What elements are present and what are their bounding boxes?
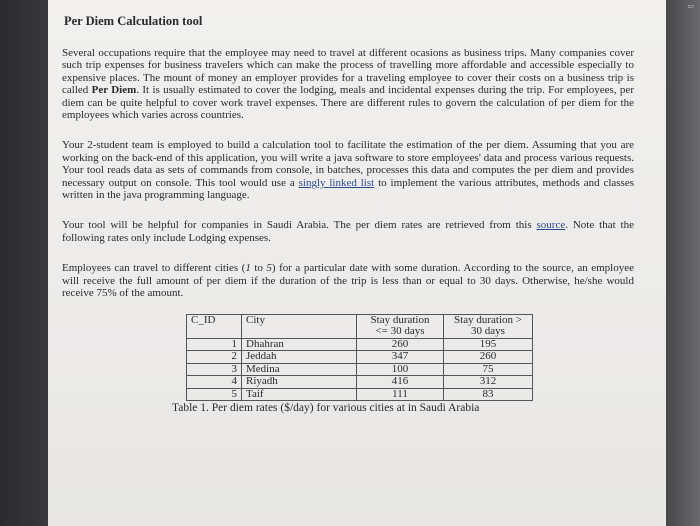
- cell-stay-short: 100: [357, 363, 444, 376]
- task-text-end: to implement the various attributes, methods and classes written in the java programming language.: [62, 176, 635, 202]
- cell-stay-short: 416: [357, 376, 444, 389]
- cell-city: Jeddah: [242, 351, 357, 364]
- header-city: City: [242, 314, 357, 338]
- header-stay-long-line2: 30 days: [471, 325, 505, 337]
- rules-text-middle: to: [250, 262, 267, 275]
- city-max-number: 5: [266, 262, 272, 275]
- cell-id: 3: [187, 363, 242, 376]
- cell-id: 1: [187, 338, 242, 351]
- table-row: [187, 376, 533, 389]
- cell-city: Medina: [242, 363, 357, 376]
- table-row: [187, 338, 533, 351]
- source-paragraph: [62, 219, 634, 244]
- screen-bezel-left: [0, 0, 50, 526]
- screen-bezel-right: [662, 0, 700, 526]
- per-diem-table: [186, 314, 533, 402]
- cell-city: Taif: [242, 388, 357, 401]
- cell-stay-short: 260: [357, 338, 444, 351]
- table-caption: Table 1. Per diem rates ($/day) for various cities at in Saudi Arabia: [172, 402, 480, 414]
- header-stay-long-line1: Stay duration >: [454, 313, 522, 326]
- rules-paragraph: [62, 262, 634, 299]
- cell-stay-long: 75: [444, 363, 533, 376]
- cell-stay-short: 347: [357, 351, 444, 364]
- cell-stay-long: 312: [444, 376, 533, 389]
- cell-id: 2: [187, 351, 242, 364]
- per-diem-term: Per Diem: [91, 84, 137, 97]
- document-title: Per Diem Calculation tool: [64, 14, 203, 28]
- header-stay-long: [444, 314, 533, 338]
- cell-city: Dhahran: [242, 338, 357, 351]
- intro-text-start: Several occupations require that the employee may need to travel at different ocasions as business trips. Many companies cover such trip expenses for business travelers which can make the process of travelling more affordable and accessible especially to expensive places. The mount of money an employer provides for a traveling employee to cover their costs on a business trip is called: [62, 47, 634, 97]
- intro-text-end: . It is usually estimated to cover the lodging, meals and incidental expenses during the trip. For employees, per diem can be quite helpful to cover work travel expenses. There are different rules to govern the calculation of per diem for the employees which varies across countries.: [62, 84, 634, 122]
- city-min-number: 1: [245, 262, 251, 275]
- table-row: [187, 351, 533, 364]
- header-stay-short-line1: Stay duration: [370, 313, 430, 326]
- rules-text-end: ) for a particular date with some duration. According to the source, an employee will receive the full amount of per diem if the duration of the trip is less than or equal to 30 days. Otherwise, he/she would receive 75% of the amount.: [62, 262, 634, 300]
- corner-mark: ▭: [687, 2, 694, 10]
- header-stay-short: [357, 314, 444, 338]
- table-row: [187, 363, 533, 376]
- header-stay-short-line2: <= 30 days: [375, 325, 425, 337]
- task-text-start: Your 2-student team is employed to build a calculation tool to facilitate the estimation of the per diem. Assuming that you are working on the back-end of this application, you will write a java software to store employees' data and process various requests. Your tool reads data as sets of commands from console, in batches, processes this data and computes the per diem and provides necessary output on console. This tool would use a: [62, 139, 634, 189]
- rules-text-start: Employees can travel to different cities (: [62, 262, 246, 275]
- header-cid: C_ID: [187, 314, 242, 338]
- singly-linked-list-link[interactable]: singly linked list: [298, 176, 375, 189]
- table-header-row: [187, 314, 533, 338]
- cell-stay-short: 111: [357, 388, 444, 401]
- table-row: [187, 388, 533, 401]
- intro-paragraph: [62, 47, 634, 121]
- source-link[interactable]: source: [536, 219, 566, 232]
- cell-stay-long: 83: [444, 388, 533, 401]
- document-page: [48, 0, 666, 526]
- cell-stay-long: 260: [444, 351, 533, 364]
- cell-stay-long: 195: [444, 338, 533, 351]
- task-paragraph: [62, 139, 634, 201]
- source-text-start: Your tool will be helpful for companies in Saudi Arabia. The per diem rates are retrieved from this: [62, 219, 537, 232]
- cell-id: 5: [187, 388, 242, 401]
- source-text-end: . Note that the following rates only include Lodging expenses.: [62, 219, 634, 244]
- cell-id: 4: [187, 376, 242, 389]
- cell-city: Riyadh: [242, 376, 357, 389]
